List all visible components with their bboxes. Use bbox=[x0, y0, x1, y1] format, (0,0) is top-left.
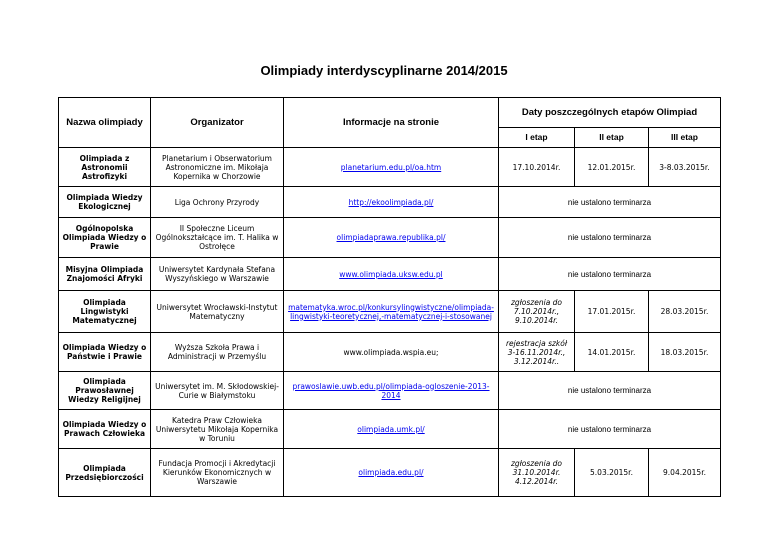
stage-1-date: rejestracja szkół 3-16.11.2014r., 3.12.2014r.. bbox=[499, 333, 575, 372]
organizer: Uniwersytet Wrocławski-Instytut Matematyczny bbox=[151, 291, 284, 333]
stage-3-date: 3-8.03.2015r. bbox=[649, 148, 721, 187]
info-link[interactable]: olimpiada.umk.pl/ bbox=[357, 424, 425, 434]
header-name: Nazwa olimpiady bbox=[59, 98, 151, 148]
organizer: Katedra Praw Człowieka Uniwersytetu Mikołaja Kopernika w Toruniu bbox=[151, 410, 284, 449]
table-row bbox=[59, 187, 721, 218]
olympiad-name: Olimpiada Wiedzy o Państwie i Prawie bbox=[59, 333, 151, 372]
stage-3-date: 18.03.2015r. bbox=[649, 333, 721, 372]
dates-note: nie ustalono terminarza bbox=[499, 218, 721, 258]
info-link[interactable]: http://ekoolimpiada.pl/ bbox=[348, 197, 434, 207]
header-info: Informacje na stronie bbox=[284, 98, 499, 148]
stage-3-date: 28.03.2015r. bbox=[649, 291, 721, 333]
info-link[interactable]: prawoslawie.uwb.edu.pl/olimpiada-ogloszenie-2013-2014 bbox=[292, 381, 490, 400]
info-link[interactable]: matematyka.wroc.pl/konkursylingwistyczne/olimpiada-lingwistyki-teoretycznej,-matematycznej-i-stosowanej bbox=[288, 302, 494, 321]
header-stage-3: III etap bbox=[649, 128, 721, 148]
olympiad-name: Misyjna Olimpiada Znajomości Afryki bbox=[59, 258, 151, 291]
olympiads-table bbox=[58, 97, 721, 497]
table-row bbox=[59, 218, 721, 258]
info-link[interactable]: www.olimpiada.uksw.edu.pl bbox=[339, 269, 443, 279]
olympiad-name: Olimpiada Przedsiębiorczości bbox=[59, 449, 151, 497]
olympiad-name: Olimpiada z Astronomii Astrofizyki bbox=[59, 148, 151, 187]
stage-1-date: 17.10.2014r. bbox=[499, 148, 575, 187]
info-link[interactable]: olimpiada.edu.pl/ bbox=[358, 468, 424, 477]
table-row bbox=[59, 372, 721, 410]
dates-note: nie ustalono terminarza bbox=[499, 372, 721, 410]
olympiad-name: Olimpiada Prawosławnej Wiedzy Religijnej bbox=[59, 372, 151, 410]
dates-note: nie ustalono terminarza bbox=[499, 410, 721, 449]
table-row bbox=[59, 410, 721, 449]
stage-1-date: zgłoszenia do 7.10.2014r., 9.10.2014r. bbox=[499, 291, 575, 333]
dates-note: nie ustalono terminarza bbox=[499, 258, 721, 291]
header-organizer: Organizator bbox=[151, 98, 284, 148]
info-link[interactable]: planetarium.edu.pl/oa.htm bbox=[340, 162, 442, 172]
stage-1-date: zgłoszenia do 31.10.2014r. 4.12.2014r. bbox=[499, 449, 575, 497]
table-row bbox=[59, 148, 721, 187]
olympiad-name: Olimpiada Wiedzy o Prawach Człowieka bbox=[59, 410, 151, 449]
page-title: Olimpiady interdyscyplinarne 2014/2015 bbox=[260, 63, 508, 78]
stage-2-date: 5.03.2015r. bbox=[575, 449, 649, 497]
table-row bbox=[59, 291, 721, 333]
stage-2-date: 17.01.2015r. bbox=[575, 291, 649, 333]
organizer: Wyższa Szkoła Prawa i Administracji w Przemyślu bbox=[151, 333, 284, 372]
header-stage-1: I etap bbox=[499, 128, 575, 148]
table-row bbox=[59, 333, 721, 372]
organizer: II Społeczne Liceum Ogólnokształcące im. T. Halika w Ostrołęce bbox=[151, 218, 284, 258]
dates-note: nie ustalono terminarza bbox=[499, 187, 721, 218]
table-row bbox=[59, 258, 721, 291]
table-row bbox=[59, 449, 721, 497]
stage-2-date: 12.01.2015r. bbox=[575, 148, 649, 187]
header-dates: Daty poszczególnych etapów Olimpiad bbox=[499, 98, 721, 128]
organizer: Uniwersytet im. M. Skłodowskiej-Curie w Białymstoku bbox=[151, 372, 284, 410]
organizer: Liga Ochrony Przyrody bbox=[151, 187, 284, 218]
info-link[interactable]: www.olimpiada.wspia.eu; bbox=[343, 347, 439, 357]
stage-3-date: 9.04.2015r. bbox=[649, 449, 721, 497]
organizer: Fundacja Promocji i Akredytacji Kierunków Ekonomicznych w Warszawie bbox=[151, 449, 284, 497]
olympiad-name: Olimpiada Lingwistyki Matematycznej bbox=[59, 291, 151, 333]
header-stage-2: II etap bbox=[575, 128, 649, 148]
olympiad-name: Olimpiada Wiedzy Ekologicznej bbox=[59, 187, 151, 218]
info-link[interactable]: olimpiadaprawa.republika.pl/ bbox=[336, 233, 446, 242]
organizer: Uniwersytet Kardynała Stefana Wyszyńskiego w Warszawie bbox=[151, 258, 284, 291]
organizer: Planetarium i Obserwatorium Astronomiczne im. Mikołaja Kopernika w Chorzowie bbox=[151, 148, 284, 187]
stage-2-date: 14.01.2015r. bbox=[575, 333, 649, 372]
olympiad-name: Ogólnopolska Olimpiada Wiedzy o Prawie bbox=[59, 218, 151, 258]
